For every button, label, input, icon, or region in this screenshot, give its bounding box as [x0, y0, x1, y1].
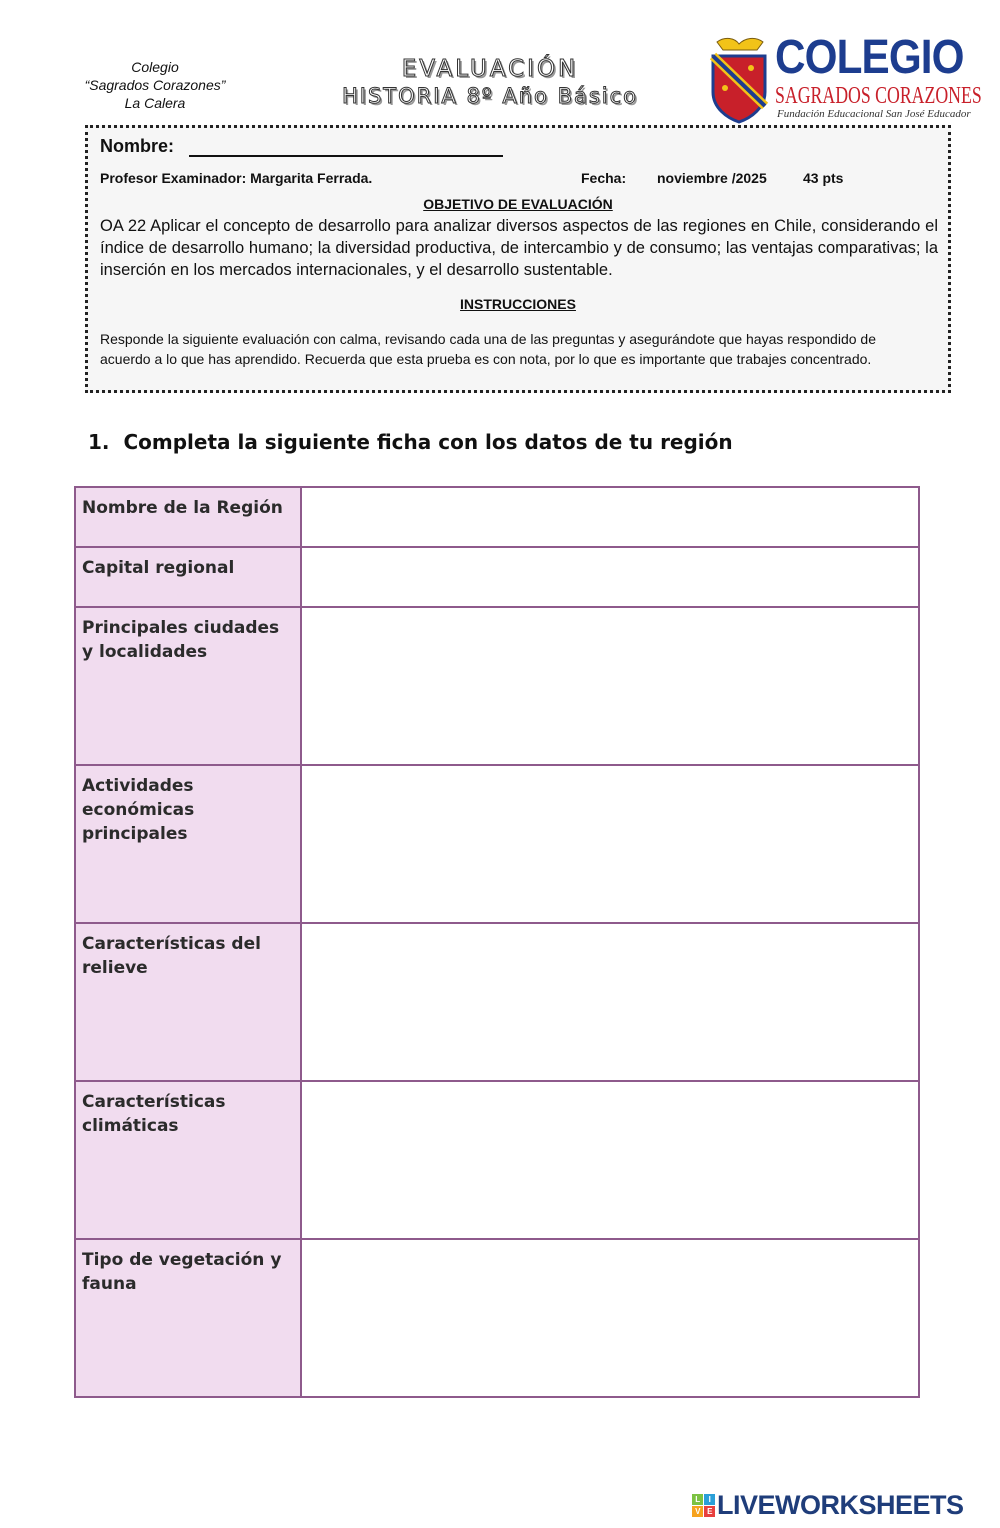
school-crest-icon: [705, 36, 773, 124]
row-label: Actividades económicas principales: [75, 765, 301, 923]
title-subject: HISTORIA 8º Año Básico: [341, 84, 639, 108]
answer-cell[interactable]: [301, 923, 919, 1081]
puntos-value: 43 pts: [803, 170, 844, 186]
logo-foundation: Fundación Educacional San José Educador: [777, 108, 971, 120]
school-line-2: “Sagrados Corazones”: [84, 77, 226, 93]
table-row: [75, 923, 919, 1081]
profesor-label: Profesor Examinador: Margarita Ferrada.: [100, 170, 373, 186]
logo-tile: E: [704, 1506, 715, 1517]
school-name-block: [70, 58, 240, 112]
table-row: [75, 607, 919, 765]
instrucciones-title: INSTRUCCIONES: [460, 296, 576, 312]
fecha-label: Fecha:: [581, 170, 627, 186]
instrucciones-text: Responde la siguiente evaluación con calma, revisando cada una de las preguntas y asegurándote que hayas respondido de acuerdo a lo que has aprendido. Recuerda que esta prueba es con nota, por lo que es importante que trabajes concentrado.: [100, 331, 876, 367]
question-1: [88, 430, 733, 454]
answer-cell[interactable]: [301, 607, 919, 765]
document-title: [300, 55, 680, 109]
row-label: Tipo de vegetación y fauna: [75, 1239, 301, 1397]
answer-cell[interactable]: [301, 487, 919, 547]
logo-tile: I: [704, 1494, 715, 1505]
objetivo-title: OBJETIVO DE EVALUACIÓN: [423, 196, 613, 212]
title-evaluacion: EVALUACIÓN: [401, 56, 579, 82]
liveworksheets-logo-icon: [692, 1494, 715, 1517]
info-box: [85, 125, 951, 393]
row-label: Capital regional: [75, 547, 301, 607]
objetivo-text: OA 22 Aplicar el concepto de desarrollo para analizar diversos aspectos de las regiones en Chile, considerando el índice de desarrollo humano; la diversidad productiva, de intercambio y de consumo; las ventajas comparativas; la inserción en los mercados internacionales, y el desarrollo sustentable.: [100, 217, 938, 279]
liveworksheets-watermark: [692, 1488, 964, 1522]
table-row: [75, 547, 919, 607]
region-ficha-table: [74, 486, 920, 1398]
table-row: [75, 487, 919, 547]
logo-word-sagrados: SAGRADOS CORAZONES: [775, 83, 982, 109]
answer-cell[interactable]: [301, 547, 919, 607]
logo-word-colegio: COLEGIO: [775, 31, 964, 84]
school-line-1: Colegio: [131, 59, 179, 75]
school-line-3: La Calera: [124, 95, 186, 111]
logo-tile: L: [692, 1494, 703, 1505]
row-label: Nombre de la Región: [75, 487, 301, 547]
table-row: [75, 1239, 919, 1397]
question-number: 1.: [88, 430, 110, 454]
table-row: [75, 1081, 919, 1239]
liveworksheets-brand: LIVEWORKSHEETS: [717, 1489, 964, 1520]
row-label: Características del relieve: [75, 923, 301, 1081]
fecha-value: noviembre /2025: [657, 170, 767, 186]
logo-tile: V: [692, 1506, 703, 1517]
answer-cell[interactable]: [301, 1239, 919, 1397]
table-row: [75, 765, 919, 923]
question-text: Completa la siguiente ficha con los datos de tu región: [123, 430, 733, 454]
row-label: Principales ciudades y localidades: [75, 607, 301, 765]
answer-cell[interactable]: [301, 765, 919, 923]
school-logo: [705, 28, 985, 128]
nombre-input-line[interactable]: [189, 155, 503, 157]
nombre-label: Nombre:: [100, 136, 175, 156]
answer-cell[interactable]: [301, 1081, 919, 1239]
row-label: Características climáticas: [75, 1081, 301, 1239]
